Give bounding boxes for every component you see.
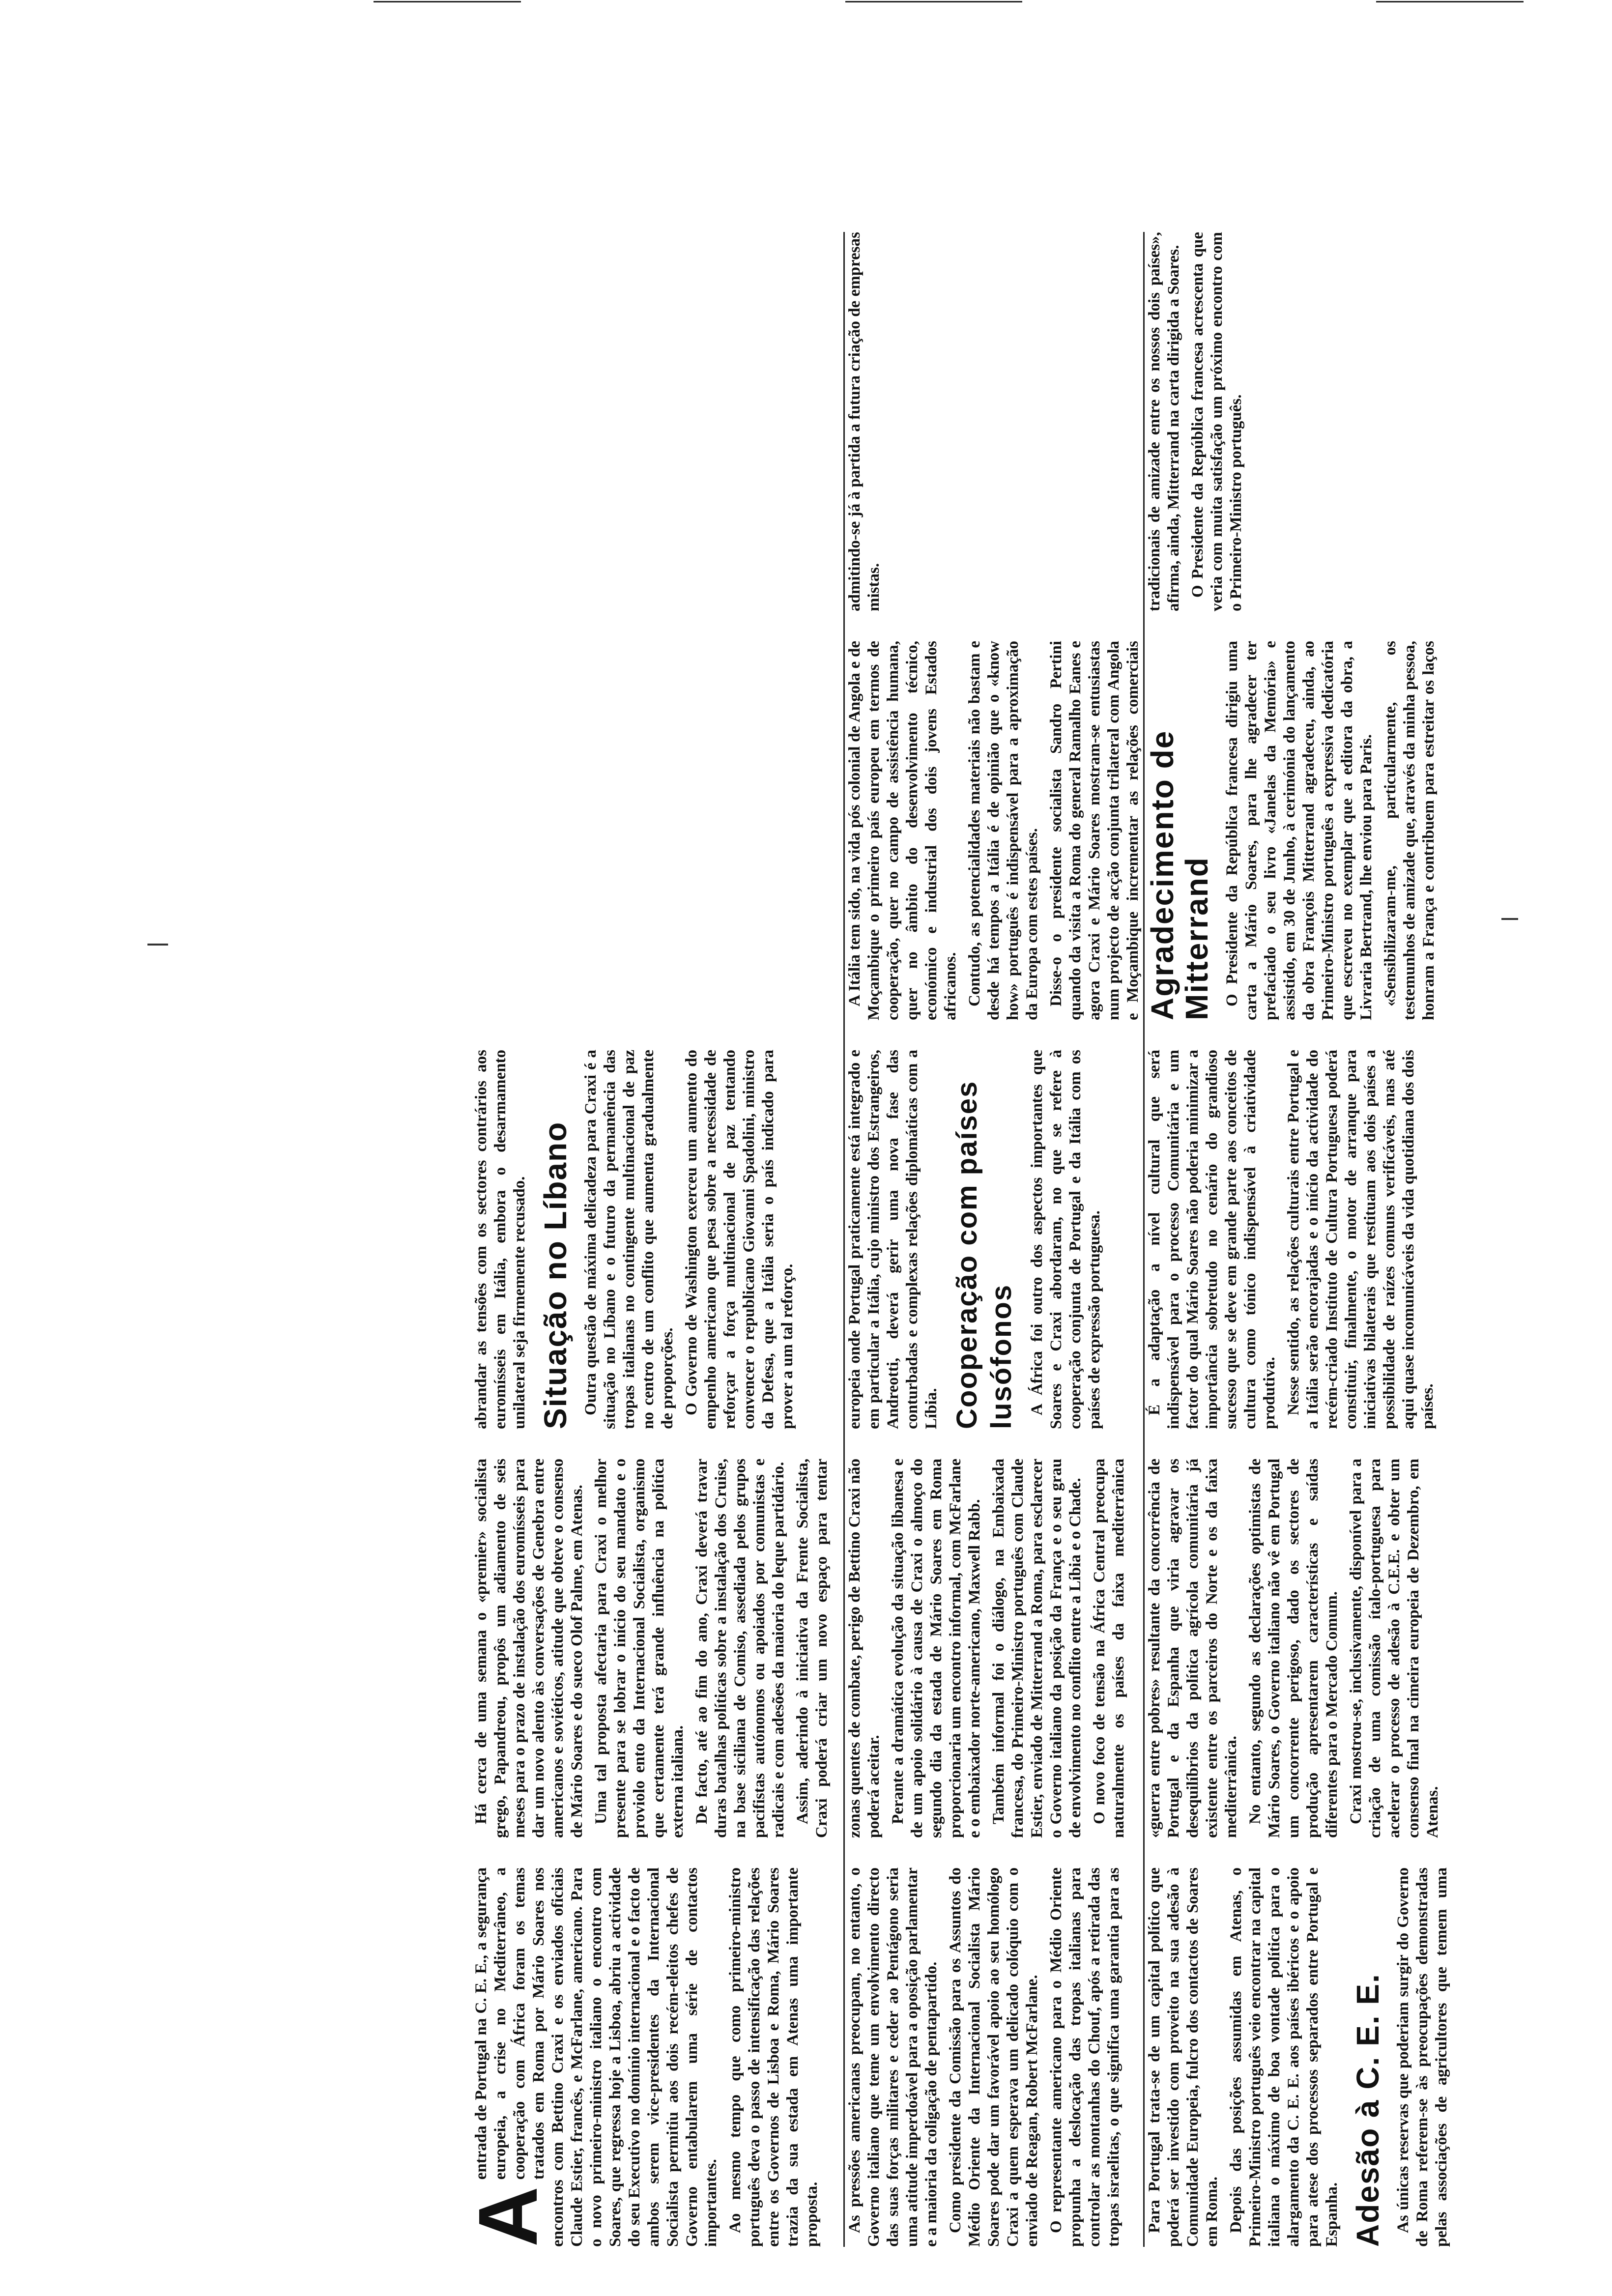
body-paragraph: A Itália tem sido, na vida pós colonial de Angola e de Moçambique o primeiro país europeu em termos de cooperação, quer no campo de assistência humana, quer no âmbito do desenvolvimento técnico, económico e industrial dos dois jovens Estados africanos. [846, 641, 959, 1020]
band-divider [843, 232, 845, 2247]
columns-middle [845, 232, 1145, 2247]
body-paragraph: Como presidente da Comissão para os Assuntos do Médio Oriente da Internacional Socialista Mário Soares pode dar um favorável apoio ao seu homólogo Craxi a quem esperava um delicado colóquio com o enviado de Reagan, Robert McFarlane. [947, 1867, 1041, 2247]
columns-top [461, 232, 845, 2247]
drop-cap: A [461, 2186, 555, 2247]
body-paragraph: Ao mesmo tempo que como primeiro-ministro português deva o passo de intensificação das relações entre os Governos de Lisboa e Roma, Mário Soares trazia da sua estada em Atenas uma importante proposta. [726, 1867, 821, 2247]
body-paragraph: Depois das posições assumidas em Atenas, o Primeiro-Ministro português veio encontrar na capital italiana o máximo de boa vontade política para o alargamento da C. E. E. aos países ibéricos e o apoio para atese dos processos separados entre Portugal e Espanha. [1227, 1867, 1341, 2247]
body-paragraph: Uma tal proposta afectaria para Craxi o melhor presente para se lobrar o início do seu mandato e o proviolo ento da Internacional Socialista, organismo que certamente terá grande influência na política externa italiana. [592, 1459, 687, 1838]
section-heading-libano: Situação no Líbano [538, 1121, 573, 1429]
body-paragraph: O novo foco de tensão na África Central preocupa naturalmente os países da faixa mediterrânica europeia onde Portugal praticamente está integrado e em particular a Itália, cujo ministro dos Estrangeiros, Andreotti, deverá gerir uma nova fase das conturbadas e complexas relações diplomáticas com a Líbia. [846, 1050, 1127, 1838]
lead-paragraph: A entrada de Portugal na C. E. E., a segurança europeia, a crise no Mediterrâneo, a cooperação com África foram os temas tratados em Roma por Mário Soares nos encontros com Bettino Craxi e os enviados oficiais Claude Estier, francês, e McFarlane, americano. Para o novo primeiro-ministro italiano o encontro com Soares, que regressa hoje a Lisboa, abriu a actividade do seu Executivo no domínio internacional e o facto de ambos serem vice-presidentes da Internacional Socialista permitiu aos dois recém-eleitos chefes de Governo entabularem uma série de contactos importantes. [461, 1867, 720, 2247]
body-paragraph: Craxi mostrou-se, inclusivamente, disponível para a criação de uma comissão ítalo-portuguesa para acelerar o processo de adesão à C.E.E. e obter um consenso final na cimeira europeia de Dezembro, em Atenas. [1347, 1459, 1441, 1838]
newspaper-clipping [461, 232, 1465, 2247]
article-band-top [461, 232, 845, 2247]
body-paragraph: Há cerca de uma semana o «premier» socialista grego, Papandreou, propôs um adiamento de seis meses para o prazo de instalação dos euromísseis para dar um novo alento às conversações de Genebra entre americanos e soviéticos, atitude que obteve o consenso de Mário Soares e do sueco Olof Palme, em Atenas. [472, 1459, 586, 1838]
body-paragraph: A África foi outro dos aspectos importantes que Soares e Craxi abordaram, no que se refere à cooperação conjunta de Portugal e da Itália com os países de expressão portuguesa. [1028, 1050, 1103, 1429]
body-paragraph: Nesse sentido, as relações culturais entre Portugal e a Itália serão encorajadas e o início da actividade do recém-criado Instituto de Cultura Portuguesa poderá constituir, finalmente, o motor de arranque para iniciativas bilaterais que restituam aos dois países a possibilidade de raízes comuns verificáveis, mas até aqui quase incomunicáveis da vida quotidiana dos dois países. [1285, 1050, 1437, 1429]
body-paragraph: As únicas reservas que poderiam surgir do Governo de Roma referem-se às preocupações demonstradas pelas associações de agricultores que temem uma «guerra entre pobres» resultante da concorrência de Portugal e da Espanha que viria agravar os desequilíbrios da política agrícola comunitária já existente entre os parceiros do Norte e os da faixa mediterrânica. [1146, 1459, 1450, 2247]
body-paragraph: Perante a dramática evolução da situação libanesa e de um apoio solidário à causa de Craxi o almoço do segundo dia da estada de Mário Soares em Roma proporcionaria um encontro informal, com McFarlane e o embaixador norte-americano, Maxwell Rabb. [889, 1459, 983, 1838]
body-paragraph: O Governo de Washington exerceu um aumento do empenho americano que pesa sobre a necessidade de reforçar a força multinacional de paz tentando convencer o republicano Giovanni Spadolini, ministro da Defesa, que a Itália seria o país indicado para prover a um tal reforço. [683, 1050, 796, 1429]
body-paragraph: As pressões americanas preocupam, no entanto, o Governo italiano que teme um envolvimento directo das suas forças militares e ceder ao Pentágono seria uma atitude imperdoável para a oposição parlamentar e a maioria da coligação de pentapartido. [846, 1867, 940, 2247]
section-heading-mitterrand: Agradecimento de Mitterrand [1145, 730, 1214, 1020]
article-band-bottom [1145, 232, 1465, 2247]
body-paragraph: «Sensibilizaram-me, particularmente, os testemunhos de amizade que, através da minha pessoa, honram a França e contribuem para estreitar os laços tradicionais de amizade entre os nossos dois países», afirma, ainda, Mitterrand na carta dirigida a Soares. [1146, 232, 1438, 1020]
body-paragraph: Outra questão de máxima delicadeza para Craxi é a situação no Líbano e o futuro da permanência das tropas italianas no contingente multinacional de paz no centro de um conflito que aumenta gradualmente de proporções. [582, 1050, 676, 1429]
body-paragraph: Contudo, as potencialidades materiais não bastam e desde há tempos a Itália é de opinião que o «know how» português é indispensável para a aproximação da Europa com estes países. [966, 641, 1041, 1020]
body-paragraph: No entanto, segundo as declarações optimistas de Mário Soares, o Governo italiano não vê em Portugal um concorrente perigoso, dado os sectores de produção apresentarem características e saídas diferentes para o Mercado Comum. [1246, 1459, 1341, 1838]
body-paragraph: É a adaptação a nível cultural que será indispensável para o processo Comunitária e um factor do qual Mário Soares não poderia minimizar a importância sobretudo no cenário do grandioso sucesso que se deve em grande parte aos conceitos de cultura como tónico indispensável à criatividade produtiva. [1146, 1050, 1278, 1429]
body-paragraph: Para Portugal trata-se de um capital político que poderá ser investido com proveito na sua adesão à Comunidade Europeia, fulcro dos contactos de Soares em Roma. [1146, 1867, 1221, 2247]
body-paragraph: O Presidente da República francesa dirigiu uma carta a Mário Soares, para lhe agradecer ter prefaciado o seu livro «Janelas da Memória» e assistido, em 30 de Junho, à cerimónia do lançamento da obra François Mitterrand agradeceu, ainda, ao Primeiro-Ministro português a expressiva dedicatória que escreveu no exemplar que a editora da obra, a Livraria Bertrand, lhe enviou para Paris. [1223, 641, 1375, 1020]
body-paragraph: De facto, até ao fim do ano, Craxi deverá travar duras batalhas políticas sobre a instalação dos Cruise, na base siciliana de Comiso, assediada pelos grupos pacifistas autónomos ou apoiados por comunistas e radicais e com adesões da maioria do leque partidário. [693, 1459, 787, 1838]
section-heading-adesao: Adesão à C. E. E. [1350, 1973, 1385, 2247]
columns-bottom [1145, 232, 1465, 2247]
body-paragraph: Assim, aderindo à iniciativa da Frente Socialista, Craxi poderá criar um novo espaço para tentar abrandar as tensões com os sectores contrários aos euromísseis em Itália, embora o desarmamento unilateral seja firmemente recusado. [472, 1050, 831, 1838]
body-paragraph: Disse-o o presidente socialista Sandro Pertini quando da visita a Roma do general Ramalho Eanes e agora Craxi e Mário Soares mostram-se entusiastas num projecto de acção conjunta trilateral com Angola e Moçambique incrementar as relações comerciais admitindo-se já à partida a futura criação de empresas mistas. [846, 232, 1142, 1020]
band-divider [1143, 232, 1145, 2247]
body-paragraph: O Presidente da República francesa acrescenta que veria com muita satisfação um próximo encontro com o Primeiro-Ministro português. [1189, 232, 1245, 611]
article-band-middle [845, 232, 1145, 2247]
section-heading-cooperacao: Cooperação com países lusófonos [951, 1080, 1017, 1429]
body-paragraph: Também informal foi o diálogo, na Embaixada francesa, do Primeiro-Ministro português com Claude Estier, enviado de Mitterrand a Roma, para esclarecer o Governo italiano da posição da França e o seu grau de envolvimento no conflito entre a Líbia e o Chade. [990, 1459, 1084, 1838]
body-paragraph: O representante americano para o Médio Oriente propunha a deslocação das tropas italianas para controlar as montanhas do Chouf, após a retirada das tropas israelitas, o que significa uma garantia para as zonas quentes de combate, perigo de Bettino Craxi não poderá aceitar. [846, 1459, 1123, 2247]
